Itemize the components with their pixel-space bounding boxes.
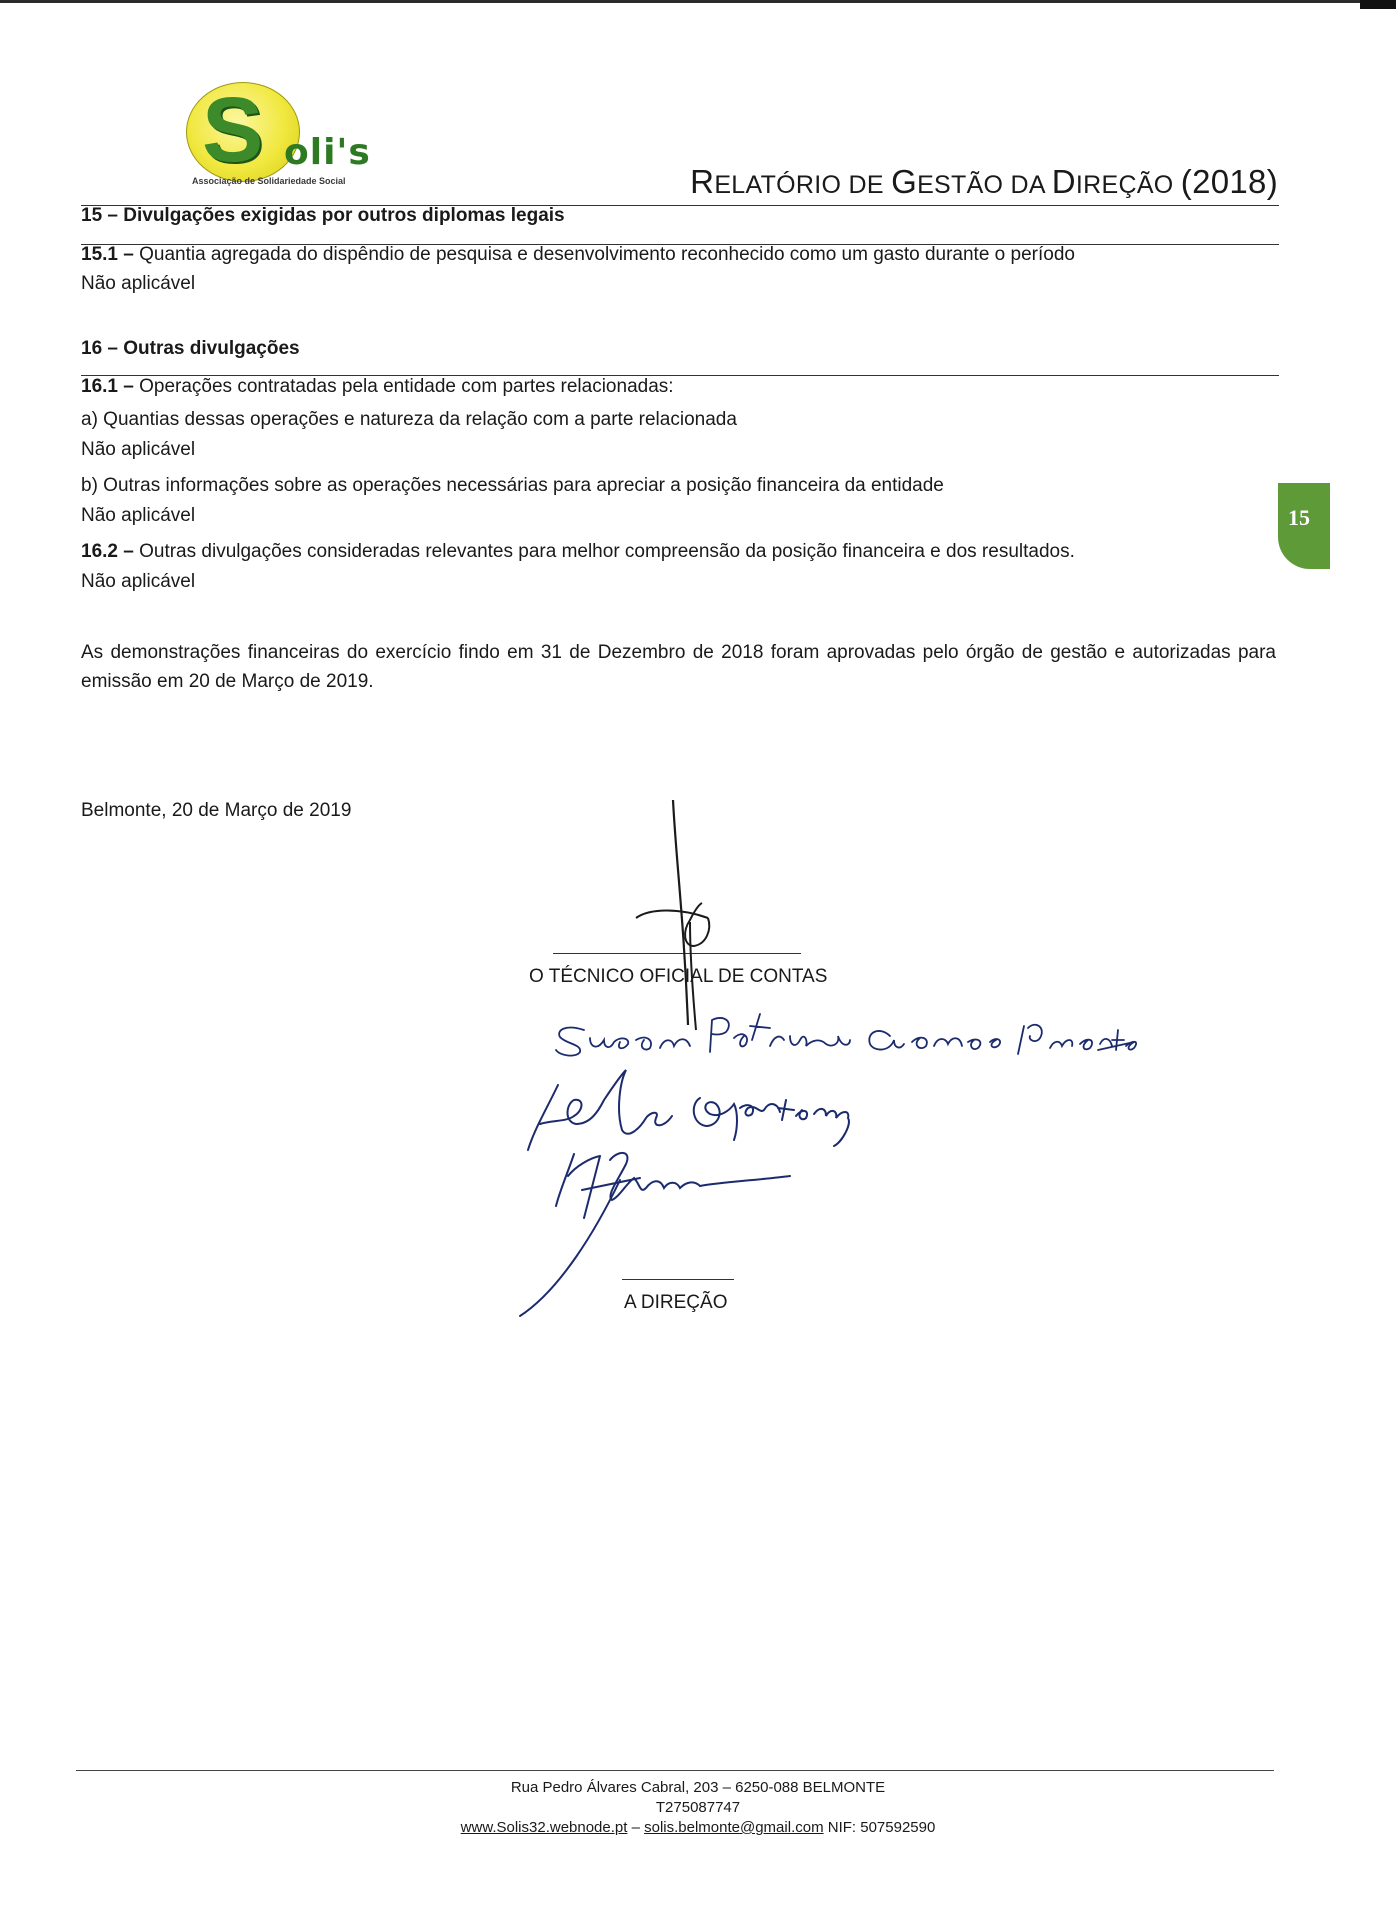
scan-top-edge — [0, 0, 1396, 3]
footer-phone: T275087747 — [655, 1799, 741, 1816]
item-16-1-a: a) Quantias dessas operações e natureza da relação com a parte relacionada — [81, 409, 737, 430]
board-label: A DIREÇÃO — [624, 1292, 728, 1313]
accountant-signature-line — [553, 953, 801, 954]
logo — [186, 79, 426, 194]
title-part: ESTÃO DA — [917, 171, 1052, 199]
title-part: ELATÓRIO DE — [714, 171, 892, 199]
item-15-1-value: Não aplicável — [81, 273, 196, 294]
item-text: Quantia agregada do dispêndio de pesquisa e desenvolvimento reconhecido como um gasto durante o período — [139, 244, 1075, 265]
logo-subtitle: Associação de Solidariedade Social — [192, 176, 346, 186]
item-16-1-b: b) Outras informações sobre as operações necessárias para apreciar a posição financeira da entidade — [81, 475, 944, 496]
item-16-1 — [81, 376, 674, 398]
approval-paragraph: As demonstrações financeiras do exercício findo em 31 de Dezembro de 2018 foram aprovadas pelo órgão de gestão e autorizadas para emissão em 20 de Março de 2019. — [81, 642, 1276, 692]
footer-email-link[interactable]: solis.belmonte@gmail.com — [644, 1819, 824, 1836]
footer-separator: – — [627, 1819, 645, 1836]
scan-corner-mark — [1360, 0, 1396, 9]
title-part: (2018) — [1180, 163, 1278, 200]
item-text: Outras divulgações consideradas relevantes para melhor compreensão da posição financeira e dos resultados. — [139, 541, 1075, 562]
title-part: G — [891, 163, 918, 200]
item-16-1-a-value: Não aplicável — [81, 439, 196, 460]
footer-contacts — [0, 1819, 1396, 1836]
footer-nif: NIF: 507592590 — [823, 1819, 936, 1836]
item-text: Operações contratadas pela entidade com partes relacionadas: — [139, 376, 674, 397]
footer-website-link[interactable]: www.Solis32.webnode.pt — [460, 1819, 628, 1836]
footer-address: Rua Pedro Álvares Cabral, 203 – 6250-088 BELMONTE — [510, 1779, 886, 1796]
section-16-title: 16 – Outras divulgações — [81, 338, 300, 359]
page-number: 15 — [1288, 505, 1310, 530]
title-part: R — [690, 163, 715, 200]
board-signature-line — [622, 1279, 734, 1280]
logo-brand: oli's — [284, 132, 371, 173]
item-16-1-b-value: Não aplicável — [81, 505, 196, 526]
item-number: 16.2 – — [81, 541, 134, 562]
accountant-label: O TÉCNICO OFICIAL DE CONTAS — [529, 966, 828, 987]
report-title — [690, 163, 1278, 201]
place-date: Belmonte, 20 de Março de 2019 — [81, 800, 352, 821]
item-16-2-value: Não aplicável — [81, 571, 196, 592]
title-part: IREÇÃO — [1075, 171, 1181, 199]
footer-divider — [76, 1770, 1274, 1771]
item-16-2 — [81, 541, 1075, 563]
logo-letter: S — [202, 79, 264, 181]
title-part: D — [1051, 163, 1076, 200]
item-number: 15.1 – — [81, 244, 134, 265]
item-15-1 — [81, 244, 1075, 266]
page-number-tab — [1278, 483, 1330, 569]
item-number: 16.1 – — [81, 376, 134, 397]
section-15-title: 15 – Divulgações exigidas por outros diplomas legais — [81, 205, 565, 226]
